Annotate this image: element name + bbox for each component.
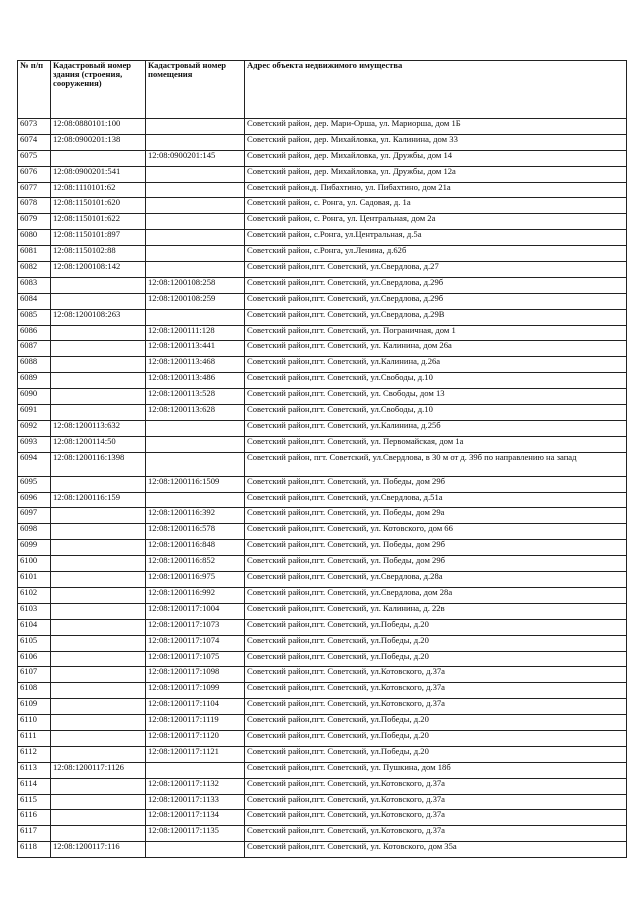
room-cadastral-cell: 12:08:1200113:468 xyxy=(146,357,245,373)
table-row xyxy=(18,405,627,421)
table-row xyxy=(18,651,627,667)
row-number-cell: 6118 xyxy=(18,842,51,858)
room-cadastral-cell: 12:08:1200116:852 xyxy=(146,556,245,572)
table-row xyxy=(18,452,627,476)
building-cadastral-cell: 12:08:1200108:263 xyxy=(51,309,146,325)
table-row xyxy=(18,476,627,492)
building-cadastral-cell: 12:08:1200117:1126 xyxy=(51,762,146,778)
building-cadastral-cell xyxy=(51,405,146,421)
address-cell: Советский район, с.Ронга, ул.Ленина, д.62б xyxy=(245,246,627,262)
room-cadastral-cell xyxy=(146,492,245,508)
table-row xyxy=(18,572,627,588)
building-cadastral-cell xyxy=(51,730,146,746)
table-row xyxy=(18,635,627,651)
building-cadastral-cell: 12:08:1150101:897 xyxy=(51,230,146,246)
address-cell: Советский район,пгт. Советский, ул. Калинина, д. 22в xyxy=(245,603,627,619)
address-cell: Советский район, с.Ронга, ул.Центральная, д.5а xyxy=(245,230,627,246)
room-cadastral-cell: 12:08:1200117:1004 xyxy=(146,603,245,619)
table-row xyxy=(18,198,627,214)
room-cadastral-cell xyxy=(146,420,245,436)
table-row xyxy=(18,230,627,246)
address-cell: Советский район, дер. Мари-Орша, ул. Мариорша, дом 1Б xyxy=(245,119,627,135)
building-cadastral-cell xyxy=(51,794,146,810)
room-cadastral-cell: 12:08:1200113:528 xyxy=(146,389,245,405)
building-cadastral-cell: 12:08:1150101:622 xyxy=(51,214,146,230)
table-row xyxy=(18,357,627,373)
room-cadastral-cell xyxy=(146,246,245,262)
building-cadastral-cell xyxy=(51,810,146,826)
address-cell: Советский район,пгт. Советский, ул.Котовского, д.37а xyxy=(245,699,627,715)
building-cadastral-cell xyxy=(51,293,146,309)
room-cadastral-cell: 12:08:1200117:1075 xyxy=(146,651,245,667)
row-number-cell: 6100 xyxy=(18,556,51,572)
table-row xyxy=(18,778,627,794)
building-cadastral-cell: 12:08:1200114:50 xyxy=(51,436,146,452)
room-cadastral-cell: 12:08:1200117:1134 xyxy=(146,810,245,826)
row-number-cell: 6104 xyxy=(18,619,51,635)
row-number-cell: 6109 xyxy=(18,699,51,715)
table-row xyxy=(18,262,627,278)
building-cadastral-cell xyxy=(51,619,146,635)
table-row xyxy=(18,373,627,389)
room-cadastral-cell: 12:08:1200116:848 xyxy=(146,540,245,556)
row-number-cell: 6097 xyxy=(18,508,51,524)
table-row xyxy=(18,699,627,715)
row-number-cell: 6078 xyxy=(18,198,51,214)
row-number-cell: 6081 xyxy=(18,246,51,262)
row-number-cell: 6115 xyxy=(18,794,51,810)
table-body xyxy=(18,119,627,858)
building-cadastral-cell: 12:08:1150101:620 xyxy=(51,198,146,214)
header-building-cadastral: Кадастровый номер здания (строения, сооружения) xyxy=(51,61,146,119)
address-cell: Советский район, с. Ронга, ул. Садовая, д. 1а xyxy=(245,198,627,214)
room-cadastral-cell xyxy=(146,842,245,858)
row-number-cell: 6082 xyxy=(18,262,51,278)
table-row xyxy=(18,182,627,198)
row-number-cell: 6106 xyxy=(18,651,51,667)
building-cadastral-cell xyxy=(51,341,146,357)
row-number-cell: 6101 xyxy=(18,572,51,588)
row-number-cell: 6093 xyxy=(18,436,51,452)
row-number-cell: 6080 xyxy=(18,230,51,246)
table-row xyxy=(18,587,627,603)
row-number-cell: 6073 xyxy=(18,119,51,135)
building-cadastral-cell xyxy=(51,587,146,603)
table-header-row xyxy=(18,61,627,119)
row-number-cell: 6084 xyxy=(18,293,51,309)
building-cadastral-cell xyxy=(51,572,146,588)
row-number-cell: 6116 xyxy=(18,810,51,826)
row-number-cell: 6110 xyxy=(18,715,51,731)
building-cadastral-cell: 12:08:1200113:632 xyxy=(51,420,146,436)
table-row xyxy=(18,746,627,762)
building-cadastral-cell: 12:08:1110101:62 xyxy=(51,182,146,198)
building-cadastral-cell xyxy=(51,150,146,166)
building-cadastral-cell: 12:08:1200117:116 xyxy=(51,842,146,858)
table-row xyxy=(18,667,627,683)
address-cell: Советский район,пгт. Советский, ул. Победы, дом 29а xyxy=(245,508,627,524)
address-cell: Советский район,пгт. Советский, ул.Свердлова, д.28а xyxy=(245,572,627,588)
row-number-cell: 6095 xyxy=(18,476,51,492)
address-cell: Советский район,пгт. Советский, ул.Котовского, д.37а xyxy=(245,667,627,683)
row-number-cell: 6091 xyxy=(18,405,51,421)
room-cadastral-cell: 12:08:1200116:392 xyxy=(146,508,245,524)
room-cadastral-cell: 12:08:1200117:1135 xyxy=(146,826,245,842)
room-cadastral-cell: 12:08:1200117:1098 xyxy=(146,667,245,683)
building-cadastral-cell xyxy=(51,540,146,556)
address-cell: Советский район,пгт. Советский, ул. Пограничная, дом 1 xyxy=(245,325,627,341)
address-cell: Советский район,пгт. Советский, ул. Победы, дом 29б xyxy=(245,476,627,492)
table-row xyxy=(18,603,627,619)
row-number-cell: 6088 xyxy=(18,357,51,373)
table-row xyxy=(18,524,627,540)
address-cell: Советский район,пгт. Советский, ул.Победы, д.20 xyxy=(245,651,627,667)
building-cadastral-cell xyxy=(51,651,146,667)
row-number-cell: 6087 xyxy=(18,341,51,357)
address-cell: Советский район,пгт. Советский, ул. Калинина, дом 26а xyxy=(245,341,627,357)
address-cell: Советский район,пгт. Советский, ул.Свердлова, дом 28а xyxy=(245,587,627,603)
table-row xyxy=(18,214,627,230)
table-row xyxy=(18,508,627,524)
building-cadastral-cell xyxy=(51,778,146,794)
building-cadastral-cell: 12:08:0900201:541 xyxy=(51,166,146,182)
address-cell: Советский район,пгт. Советский, ул.Победы, д.20 xyxy=(245,746,627,762)
table-row xyxy=(18,341,627,357)
row-number-cell: 6102 xyxy=(18,587,51,603)
building-cadastral-cell: 12:08:1200108:142 xyxy=(51,262,146,278)
room-cadastral-cell: 12:08:1200117:1119 xyxy=(146,715,245,731)
room-cadastral-cell: 12:08:1200113:486 xyxy=(146,373,245,389)
row-number-cell: 6107 xyxy=(18,667,51,683)
building-cadastral-cell xyxy=(51,667,146,683)
room-cadastral-cell: 12:08:1200108:259 xyxy=(146,293,245,309)
address-cell: Советский район,пгт. Советский, ул.Победы, д.20 xyxy=(245,715,627,731)
room-cadastral-cell: 12:08:1200117:1121 xyxy=(146,746,245,762)
building-cadastral-cell: 12:08:1200116:1398 xyxy=(51,452,146,476)
building-cadastral-cell xyxy=(51,556,146,572)
table-row xyxy=(18,715,627,731)
building-cadastral-cell: 12:08:0900201:138 xyxy=(51,134,146,150)
table-row xyxy=(18,389,627,405)
building-cadastral-cell xyxy=(51,715,146,731)
address-cell: Советский район,пгт. Советский, ул.Свердлова, д.29б xyxy=(245,277,627,293)
table-row xyxy=(18,842,627,858)
address-cell: Советский район,пгт. Советский, ул.Калинина, д.25б xyxy=(245,420,627,436)
room-cadastral-cell xyxy=(146,198,245,214)
address-cell: Советский район,пгт. Советский, ул. Первомайская, дом 1а xyxy=(245,436,627,452)
row-number-cell: 6094 xyxy=(18,452,51,476)
address-cell: Советский район,пгт. Советский, ул.Свердлова, д.29В xyxy=(245,309,627,325)
address-cell: Советский район,пгт. Советский, ул.Свободы, д.10 xyxy=(245,405,627,421)
row-number-cell: 6105 xyxy=(18,635,51,651)
room-cadastral-cell: 12:08:1200116:1509 xyxy=(146,476,245,492)
address-cell: Советский район,пгт. Советский, ул.Котовского, д.37а xyxy=(245,826,627,842)
table-row xyxy=(18,810,627,826)
row-number-cell: 6077 xyxy=(18,182,51,198)
address-cell: Советский район,пгт. Советский, ул.Калинина, д.26а xyxy=(245,357,627,373)
address-cell: Советский район,пгт. Советский, ул.Победы, д.20 xyxy=(245,635,627,651)
building-cadastral-cell xyxy=(51,373,146,389)
table-row xyxy=(18,166,627,182)
table-row xyxy=(18,492,627,508)
row-number-cell: 6114 xyxy=(18,778,51,794)
address-cell: Советский район, дер. Михайловка, ул. Дружбы, дом 12а xyxy=(245,166,627,182)
address-cell: Советский район, дер. Михайловка, ул. Калинина, дом 33 xyxy=(245,134,627,150)
table-row xyxy=(18,436,627,452)
room-cadastral-cell: 12:08:1200116:578 xyxy=(146,524,245,540)
address-cell: Советский район, пгт. Советский, ул.Свердлова, в 30 м от д. 39б по направлению на запад xyxy=(245,452,627,476)
building-cadastral-cell xyxy=(51,389,146,405)
table-row xyxy=(18,420,627,436)
row-number-cell: 6113 xyxy=(18,762,51,778)
building-cadastral-cell xyxy=(51,277,146,293)
room-cadastral-cell xyxy=(146,452,245,476)
room-cadastral-cell xyxy=(146,214,245,230)
address-cell: Советский район,пгт. Советский, ул. Котовского, дом 66 xyxy=(245,524,627,540)
property-register-table xyxy=(17,60,627,858)
room-cadastral-cell xyxy=(146,309,245,325)
building-cadastral-cell xyxy=(51,826,146,842)
row-number-cell: 6112 xyxy=(18,746,51,762)
row-number-cell: 6096 xyxy=(18,492,51,508)
row-number-cell: 6108 xyxy=(18,683,51,699)
row-number-cell: 6089 xyxy=(18,373,51,389)
header-address: Адрес объекта недвижимого имущества xyxy=(245,61,627,119)
row-number-cell: 6098 xyxy=(18,524,51,540)
building-cadastral-cell: 12:08:1150102:88 xyxy=(51,246,146,262)
table-row xyxy=(18,683,627,699)
room-cadastral-cell xyxy=(146,762,245,778)
table-row xyxy=(18,826,627,842)
table-row xyxy=(18,277,627,293)
room-cadastral-cell: 12:08:1200117:1104 xyxy=(146,699,245,715)
address-cell: Советский район,пгт. Советский, ул.Котовского, д.37а xyxy=(245,683,627,699)
room-cadastral-cell: 12:08:1200108:258 xyxy=(146,277,245,293)
room-cadastral-cell: 12:08:1200117:1073 xyxy=(146,619,245,635)
room-cadastral-cell: 12:08:1200117:1099 xyxy=(146,683,245,699)
room-cadastral-cell: 12:08:1200117:1120 xyxy=(146,730,245,746)
table-row xyxy=(18,619,627,635)
building-cadastral-cell xyxy=(51,357,146,373)
room-cadastral-cell xyxy=(146,436,245,452)
room-cadastral-cell: 12:08:1200117:1132 xyxy=(146,778,245,794)
address-cell: Советский район,пгт. Советский, ул. Победы, дом 29б xyxy=(245,540,627,556)
address-cell: Советский район,пгт. Советский, ул.Свободы, д.10 xyxy=(245,373,627,389)
table-row xyxy=(18,150,627,166)
building-cadastral-cell xyxy=(51,325,146,341)
row-number-cell: 6076 xyxy=(18,166,51,182)
row-number-cell: 6103 xyxy=(18,603,51,619)
address-cell: Советский район,пгт. Советский, ул. Свободы, дом 13 xyxy=(245,389,627,405)
table-row xyxy=(18,293,627,309)
address-cell: Советский район,пгт. Советский, ул. Победы, дом 29б xyxy=(245,556,627,572)
address-cell: Советский район,пгт. Советский, ул.Победы, д.20 xyxy=(245,619,627,635)
table-row xyxy=(18,762,627,778)
room-cadastral-cell: 12:08:0900201:145 xyxy=(146,150,245,166)
room-cadastral-cell: 12:08:1200113:441 xyxy=(146,341,245,357)
table-row xyxy=(18,119,627,135)
room-cadastral-cell: 12:08:1200113:628 xyxy=(146,405,245,421)
table-row xyxy=(18,794,627,810)
room-cadastral-cell xyxy=(146,262,245,278)
building-cadastral-cell xyxy=(51,635,146,651)
table-row xyxy=(18,309,627,325)
address-cell: Советский район, дер. Михайловка, ул. Дружбы, дом 14 xyxy=(245,150,627,166)
table-row xyxy=(18,540,627,556)
table-row xyxy=(18,134,627,150)
room-cadastral-cell xyxy=(146,230,245,246)
table-row xyxy=(18,730,627,746)
row-number-cell: 6074 xyxy=(18,134,51,150)
row-number-cell: 6117 xyxy=(18,826,51,842)
building-cadastral-cell xyxy=(51,603,146,619)
row-number-cell: 6075 xyxy=(18,150,51,166)
row-number-cell: 6079 xyxy=(18,214,51,230)
address-cell: Советский район,пгт. Советский, ул.Свердлова, д.29б xyxy=(245,293,627,309)
building-cadastral-cell xyxy=(51,508,146,524)
room-cadastral-cell xyxy=(146,119,245,135)
room-cadastral-cell: 12:08:1200117:1074 xyxy=(146,635,245,651)
room-cadastral-cell xyxy=(146,134,245,150)
building-cadastral-cell: 12:08:1200116:159 xyxy=(51,492,146,508)
building-cadastral-cell xyxy=(51,524,146,540)
room-cadastral-cell xyxy=(146,166,245,182)
address-cell: Советский район,пгт. Советский, ул.Котовского, д.37а xyxy=(245,794,627,810)
address-cell: Советский район,пгт. Советский, ул. Котовского, дом 35а xyxy=(245,842,627,858)
header-row-number: № п/п xyxy=(18,61,51,119)
table-row xyxy=(18,556,627,572)
address-cell: Советский район,пгт. Советский, ул. Пушкина, дом 18б xyxy=(245,762,627,778)
address-cell: Советский район,пгт. Советский, ул.Котовского, д.37а xyxy=(245,778,627,794)
room-cadastral-cell: 12:08:1200116:992 xyxy=(146,587,245,603)
address-cell: Советский район,д. Пибахтино, ул. Пибахтино, дом 21а xyxy=(245,182,627,198)
building-cadastral-cell xyxy=(51,476,146,492)
address-cell: Советский район,пгт. Советский, ул.Свердлова, д.51а xyxy=(245,492,627,508)
room-cadastral-cell: 12:08:1200116:975 xyxy=(146,572,245,588)
row-number-cell: 6086 xyxy=(18,325,51,341)
row-number-cell: 6111 xyxy=(18,730,51,746)
room-cadastral-cell xyxy=(146,182,245,198)
row-number-cell: 6085 xyxy=(18,309,51,325)
address-cell: Советский район, с. Ронга, ул. Центральная, дом 2а xyxy=(245,214,627,230)
address-cell: Советский район,пгт. Советский, ул.Победы, д.20 xyxy=(245,730,627,746)
row-number-cell: 6083 xyxy=(18,277,51,293)
building-cadastral-cell: 12:08:0880101:100 xyxy=(51,119,146,135)
row-number-cell: 6099 xyxy=(18,540,51,556)
building-cadastral-cell xyxy=(51,746,146,762)
room-cadastral-cell: 12:08:1200117:1133 xyxy=(146,794,245,810)
table-row xyxy=(18,325,627,341)
table-row xyxy=(18,246,627,262)
row-number-cell: 6092 xyxy=(18,420,51,436)
building-cadastral-cell xyxy=(51,699,146,715)
header-room-cadastral: Кадастровый номер помещения xyxy=(146,61,245,119)
row-number-cell: 6090 xyxy=(18,389,51,405)
room-cadastral-cell: 12:08:1200111:128 xyxy=(146,325,245,341)
building-cadastral-cell xyxy=(51,683,146,699)
address-cell: Советский район,пгт. Советский, ул.Котовского, д.37а xyxy=(245,810,627,826)
address-cell: Советский район,пгт. Советский, ул.Свердлова, д.27 xyxy=(245,262,627,278)
